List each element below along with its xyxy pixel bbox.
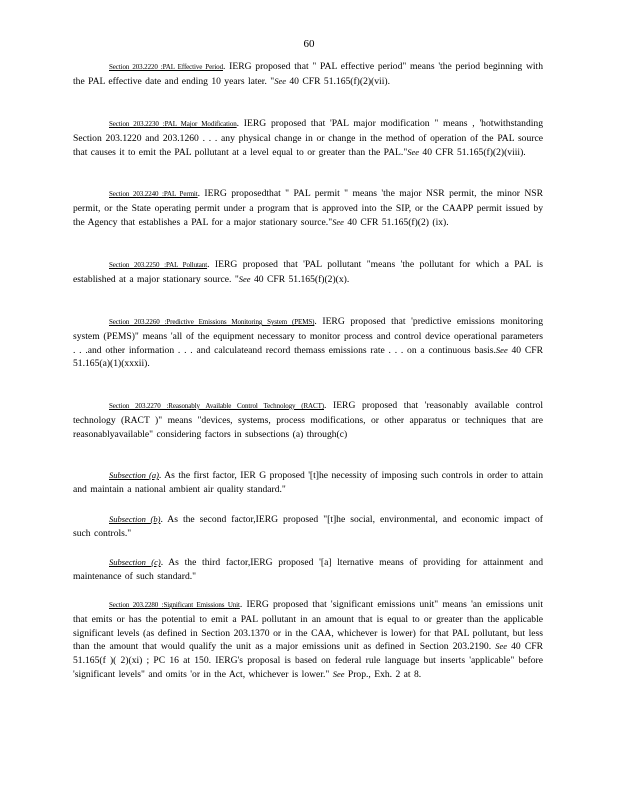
citation: 40 CFR 51.165(f)(2)(vii). (285, 75, 390, 87)
paragraph-subsection-c (73, 556, 543, 584)
paragraph-203-2260 (73, 315, 543, 371)
section-heading: Section 203.2240 :PAL Permit (109, 190, 198, 198)
citation-signal-2: See (332, 668, 345, 679)
paragraph-203-2220 (73, 60, 543, 89)
section-heading: Section 203.2230 :PAL Major Modification (109, 120, 237, 128)
section-heading: Section 203.2220 :PAL Effective Period (109, 63, 223, 71)
paragraph-subsection-b (73, 513, 543, 541)
section-heading: Section 203.2250 :PAL Pollutant (109, 261, 208, 269)
paragraph-subsection-a (73, 469, 543, 497)
citation-signal: See (495, 641, 508, 652)
citation: 40 CFR 51.165(a)(1)(xxxii). (73, 344, 543, 370)
citation: 40 CFR 51.165(f)(2)(x). (250, 273, 350, 285)
subsection-heading: Subsection (c) (109, 557, 161, 567)
subsection-heading: Subsection (b) (109, 514, 161, 524)
subsection-heading: Subsection (a) (109, 470, 159, 480)
section-heading: Section 203.2280 :Significant Emissions Unit (109, 601, 240, 609)
citation-signal: See (274, 75, 286, 86)
paragraph-203-2280 (73, 598, 543, 682)
section-heading: Section 203.2270 :Reasonably Available Control Technology (RACT) (109, 402, 324, 410)
paragraph-body: . As the second factor,IERG proposed "[t]he social, environmental, and economic impact of such controls." (73, 514, 543, 539)
paragraph-body: . IERG proposed that 'PAL pollutant "means 'the pollutant for which a PAL is established at a major stationary source. " (73, 259, 543, 285)
page-number: 60 (303, 38, 315, 50)
paragraph-body: . As the first factor, IER G proposed '[t]he necessity of imposing such controls in order to attain and maintain a national ambient air quality standard." (73, 470, 543, 495)
citation: 40 CFR 51.165(f )( 2)(xi) ; PC 16 at 150. IERG's proposal is based on federal rule language but inserts 'applicable" before 'significant levels" and omits 'or in the Act, whichever is lower." (73, 641, 543, 680)
citation-signal: See (332, 216, 344, 227)
paragraph-body: . IERG proposed that 'significant emissions unit" means 'an emissions unit that emits or has the potential to emit a PAL pollutant in an amount that is equal to or greater than the applicable significant levels (as defined in Section 203.1370 or in the CAA, whichever is lower) for that PAL pollutant, but less than the amount that would qualify the unit as a major emissions unit as defined in Section 203.2190. (73, 599, 543, 653)
paragraph-body: . As the third factor,IERG proposed '[a] lternative means of providing for attainment and maintenance of such standard." (73, 557, 543, 582)
paragraph-body: . IERG proposed that 'PAL major modification " means , 'hotwithstanding Section 203.1220 and 203.1260 . . . any physical change in or change in the method of operation of the PAL source that causes it to emit the PAL pollutant at a level equal to or greater than the PAL." (73, 118, 544, 158)
section-heading: Section 203.2260 :Predictive Emissions Monitoring System (PEMS) (109, 318, 315, 326)
paragraph-body: . IERG proposed that 'predictive emissions monitoring system (PEMS)" means 'all of the equipment necessary to monitor process and control device operational parameters . . .and other information . . . and calculateand record themass emissions rate . . . on a continuous basis. (73, 316, 543, 356)
citation: 40 CFR 51.165(f)(2) (ix). (343, 216, 449, 228)
citation-signal: See (495, 344, 508, 355)
paragraph-203-2240 (73, 187, 543, 229)
paragraph-203-2230 (73, 117, 543, 159)
citation-signal: See (238, 273, 251, 284)
paragraph-203-2270 (73, 399, 543, 441)
paragraph-203-2250 (73, 258, 543, 287)
paragraph-body: . IERG proposed that " PAL effective period" means 'the period beginning with the PAL effective date and ending 10 years later. " (73, 61, 543, 87)
citation-2: Prop., Exh. 2 at 8. (344, 668, 422, 680)
citation: 40 CFR 51.165(f)(2)(viii). (419, 146, 526, 158)
citation-signal: See (407, 146, 420, 157)
paragraph-body: . IERG proposed that 'reasonably available control technology (RACT )" means "devices, systems, process modifications, or other apparatus or techniques that are reasonablyavailable" considering factors in subsections (a) through(c) (73, 400, 544, 440)
paragraph-body: . IERG proposedthat " PAL permit " means 'the major NSR permit, the minor NSR permit, or the State operating permit under a program that is approved into the SIP, or the CAAPP permit issued by the Agency that establishes a PAL for a major stationary source." (73, 188, 543, 228)
